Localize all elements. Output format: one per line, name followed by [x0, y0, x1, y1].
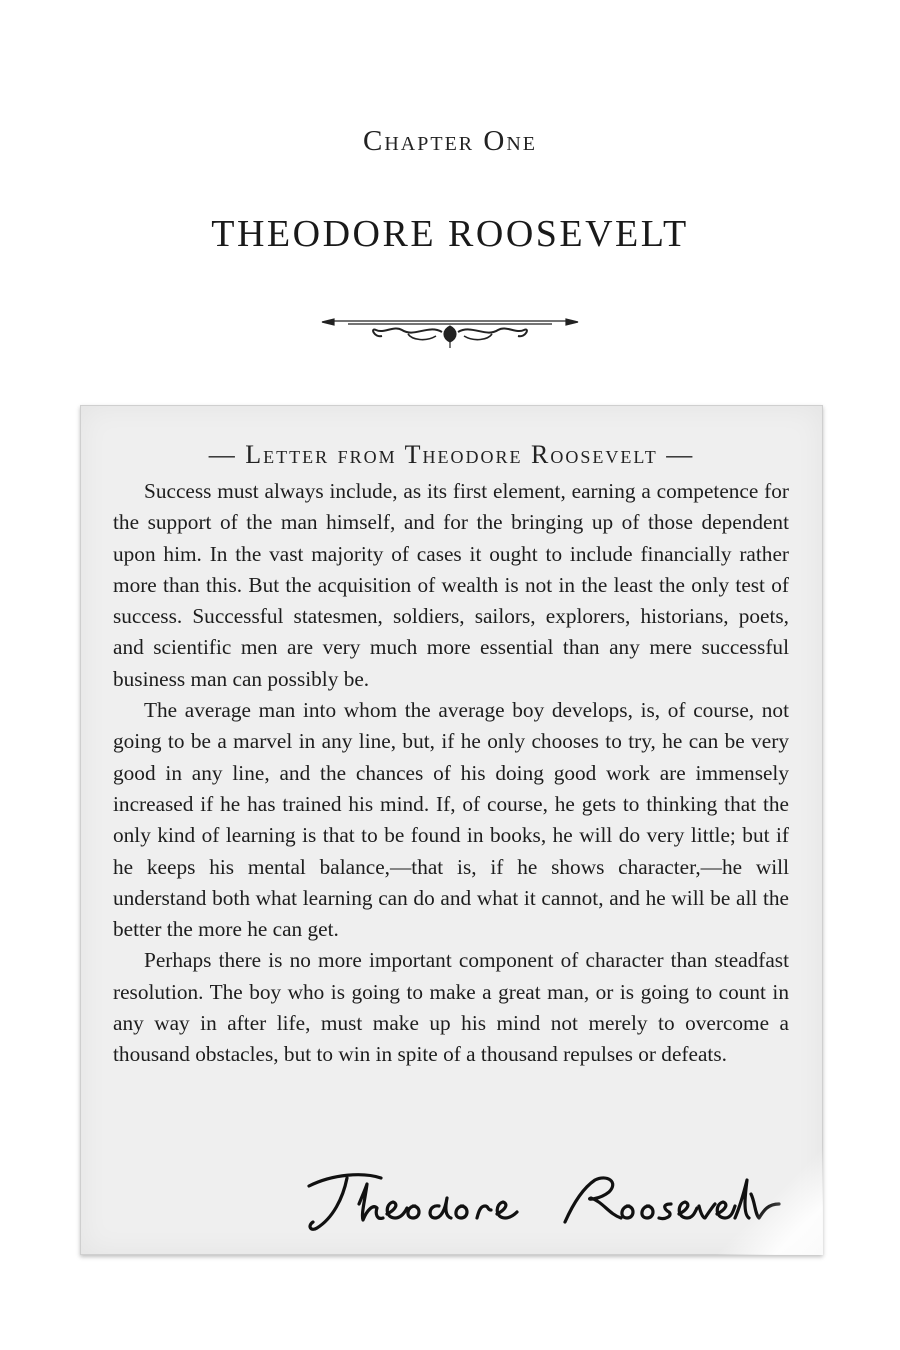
- chapter-label: Chapter One: [363, 125, 537, 157]
- letter-paragraph: The average man into whom the average boy develops, is, of course, not going to be a marvel in any line, but, if he only chooses to try, he can be very good in any line, and the chances of his doing good work are immensely increased if he has trained his mind. If, of course, he gets to thinking that the only kind of learning is that to be found in books, he will do very little; but if he keeps his mental balance,—that is, if he shows character,—he will understand both what learning can do and what it cannot, and he will be all the better the more he can get.: [113, 698, 789, 942]
- letter-paragraph: Success must always include, as its first element, earning a competence for the support of the man himself, and for the bringing up of those dependent upon him. In the vast majority of cases it ought to include financially rather more than this. But the acquisition of wealth is not in the least the only test of success. Successful statesmen, soldiers, sailors, explorers, historians, poets, and scientific men are very much more essential than any mere successful business man can possibly be.: [113, 479, 789, 691]
- letter-card: [80, 405, 823, 1255]
- letter-heading: — Letter from Theodore Roosevelt —: [208, 440, 695, 469]
- chapter-title: THEODORE ROOSEVELT: [211, 213, 689, 255]
- letter-paragraph: Perhaps there is no more important component of character than steadfast resolution. The boy who is going to make a great man, or is going to count in any way in after life, must make up his mind not merely to overcome a thousand obstacles, but to win in spite of a thousand repulses or defeats.: [113, 948, 789, 1067]
- flourish-divider-icon: [318, 312, 582, 352]
- page-curl: [703, 1135, 823, 1255]
- letter-body: [113, 476, 789, 1071]
